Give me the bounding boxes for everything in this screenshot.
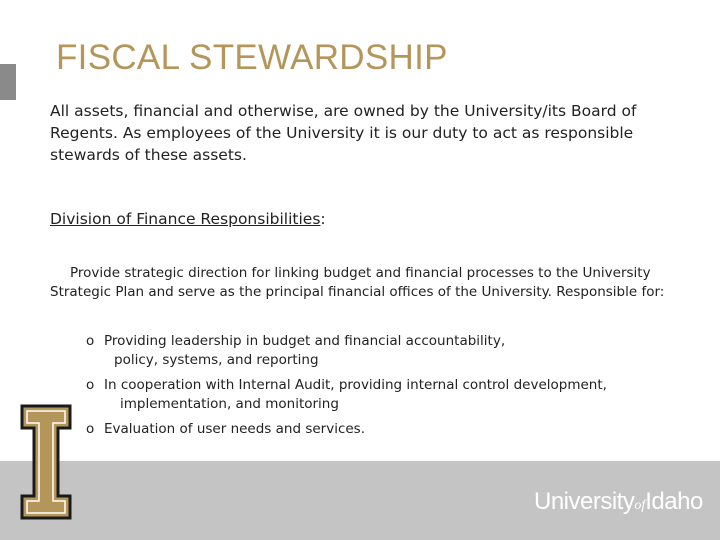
list-item (86, 332, 706, 369)
slide-title: FISCAL STEWARDSHIP (56, 38, 448, 77)
intro-paragraph: All assets, financial and otherwise, are owned by the University/its Board of Regents. As employees of the University it is our duty to act as responsible stewards of these assets. (50, 102, 637, 164)
section-heading-text: Division of Finance Responsibilities (50, 210, 321, 228)
block-i-logo-icon (20, 404, 72, 520)
university-wordmark (534, 488, 703, 516)
list-item-text-continued: implementation, and monitoring (120, 395, 339, 412)
responsibilities-paragraph: Provide strategic direction for linking budget and financial processes to the University Strategic Plan and serve as the principal financial offices of the University. Responsible for: (50, 265, 665, 300)
list-item-text-continued: policy, systems, and reporting (114, 351, 319, 368)
bullet-marker: o (86, 377, 95, 393)
wordmark-of: of (634, 498, 646, 513)
bullet-marker: o (86, 421, 95, 437)
list-item-text: Evaluation of user needs and services. (104, 421, 365, 437)
wordmark-idaho: Idaho (645, 488, 703, 515)
list-item (86, 420, 706, 439)
bullet-marker: o (86, 333, 95, 349)
list-item-text: Providing leadership in budget and financial accountability, (104, 333, 506, 349)
responsibilities-list (86, 332, 706, 446)
wordmark-university: University (534, 488, 635, 515)
list-item-text: In cooperation with Internal Audit, providing internal control development, (104, 377, 607, 393)
list-item (86, 376, 706, 413)
section-heading (50, 208, 326, 230)
side-accent-tab (0, 64, 16, 100)
section-heading-colon: : (320, 210, 326, 228)
